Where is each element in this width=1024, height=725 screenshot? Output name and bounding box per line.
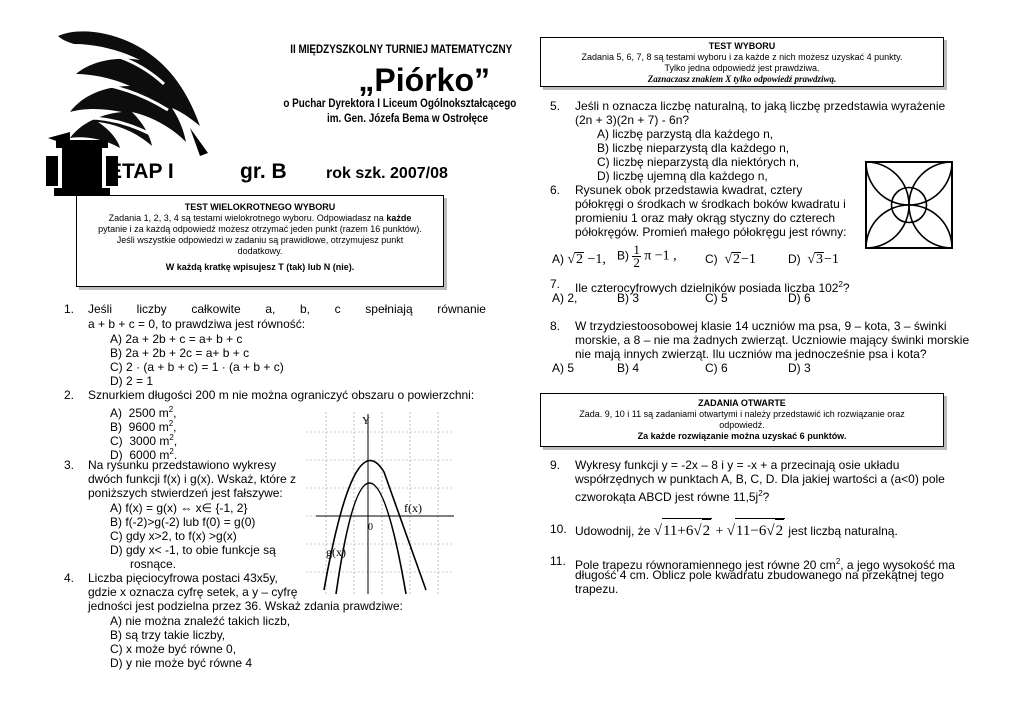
q1-option-a: A) 2a + 2b + c = a+ b + c [110, 332, 243, 346]
q11-line1: Pole trapezu równoramiennego jest równe 20 $cm^2$, a jego wysokość ma [575, 557, 955, 572]
q2-option-c: C) 3000 $m^2$, [110, 433, 178, 448]
q7-number: 7. [550, 277, 561, 291]
q4-option-a: A) nie można znaleźć takich liczb, [110, 614, 291, 628]
school-year: rok szk. 2007/08 [326, 165, 448, 182]
q1-option-b: B) 2a + 2b + 2c = a+ b + c [110, 346, 250, 360]
q5-option-b: B) liczbę nieparzystą dla każdego n, [597, 141, 790, 155]
single-choice-instructions-box [540, 37, 944, 87]
function-graph [306, 412, 454, 594]
q3-option-d: D) gdy x< -1, to obie funkcje są [110, 543, 276, 557]
group-label: gr. B [240, 160, 287, 183]
q8-line1: W trzydziestoosobowej klasie 14 uczniów ma psa, 9 – kota, 3 – świnki [575, 319, 947, 333]
box-line: dodatkowy. [237, 246, 283, 256]
q10-number: 10. [550, 522, 567, 536]
q4-option-b: B) są trzy takie liczby, [110, 628, 226, 642]
q3-option-d-cont: rosnące. [130, 557, 177, 571]
q4-option-d: D) y nie może być równe 4 [110, 656, 253, 670]
q3-line2: dwóch funkcji f(x) i g(x). Wskaż, które z [88, 472, 297, 486]
box-instruction: W każdą kratkę wpisujesz T (tak) lub N (nie). [165, 262, 355, 272]
q8-line3: nie mają innych zwierząt. Ilu uczniów ma jednocześnie psa i kota? [575, 347, 927, 361]
q6-line2: półokręgi o środkach w środkach boków kwadratu i [575, 197, 846, 211]
q5-line1: Jeśli n oznacza liczbę naturalną, to jaką liczbę przedstawia wyrażenie [575, 99, 946, 113]
q6-option-b: B) $\frac{1}{2}$ π −1 , [617, 242, 677, 270]
q8-option-d: D) 3 [788, 361, 811, 375]
box-line: pytanie i za każdą odpowiedź możesz otrzymać jeden punkt (razem 16 punktów). [98, 224, 422, 234]
q1-line1: Jeśli liczby całkowite a, b, c spełniają równanie [88, 302, 486, 316]
q4-line2: gdzie x oznacza cyfrę setek, a y – cyfrę [88, 585, 298, 599]
q3-line1: Na rysunku przedstawiono wykresy [88, 458, 277, 472]
q11-number: 11. [550, 554, 566, 568]
box-line: Zada. 9, 10 i 11 są zadaniami otwartymi i należy przedstawić ich rozwiązanie oraz [579, 409, 905, 419]
q3-number: 3. [64, 458, 75, 472]
q2-text: Sznurkiem długości 200 m nie można ograniczyć obszaru o powierzchni: [88, 388, 475, 402]
box-title: TEST WIELOKROTNEGO WYBORU [184, 202, 336, 212]
g-label: g(x) [326, 545, 346, 559]
q3-line3: poniższych stwierdzeń jest fałszywe: [88, 486, 283, 500]
q7-option-a: A) 2, [552, 291, 578, 305]
y-axis-label: Y [362, 415, 370, 427]
q7-option-b: B) 3 [617, 291, 640, 305]
q4-option-c: C) x może być równe 0, [110, 642, 237, 656]
multi-choice-instructions-box [76, 195, 444, 287]
q7-option-d: D) 6 [788, 291, 811, 305]
box-line: Zadania 5, 6, 7, 8 są testami wyboru i za każde z nich możesz uzyskać 4 punkty. [581, 52, 903, 62]
q9-line3: czworokąta ABCD jest równe $11,5j^2$? [575, 489, 770, 504]
box-title: TEST WYBORU [708, 41, 776, 51]
q9-line2: współrzędnych w punktach A, B, C, D. Dla jakiej wartości a (a<0) pole [575, 472, 945, 486]
box-line: odpowiedź. [719, 420, 765, 430]
q2-option-a: A) 2500 $m^2$, [110, 405, 177, 420]
q5-option-c: C) liczbę nieparzystą dla niektórych n, [597, 155, 800, 169]
q6-option-d: D) √3−1 [788, 252, 839, 267]
q6-line1: Rysunek obok przedstawia kwadrat, cztery [575, 183, 803, 197]
q8-line2: morskie, a 8 – nie ma żadnych zwierząt. Uczniowie mający świnki morskie [575, 333, 970, 347]
box-title: ZADANIA OTWARTE [698, 398, 786, 408]
q5-option-a: A) liczbę parzystą dla każdego n, [597, 127, 774, 141]
q4-number: 4. [64, 571, 75, 585]
q2-option-d: D) 6000 $m^2$. [110, 447, 178, 462]
q3-option-b: B) f(-2)>g(-2) lub f(0) = g(0) [110, 515, 256, 529]
q1-option-c: C) 2 · (a + b + c) = 1 · (a + b + c) [110, 360, 284, 374]
q2-option-b: B) 9600 $m^2$, [110, 419, 177, 434]
q6-line4: półokręgów. Promień małego półokręgu jest równy: [575, 225, 847, 239]
q11-line3: trapezu. [575, 582, 619, 596]
prize-line-1: o Puchar Dyrektora I Liceum Ogólnokształcącego [283, 98, 517, 110]
f-label: f(x) [404, 501, 422, 515]
q8-number: 8. [550, 319, 561, 333]
q4-line1: Liczba pięciocyfrowa postaci 43x5y, [88, 571, 278, 585]
q6-option-a: A) √2 −1, [552, 252, 606, 267]
q9-line1: Wykresy funkcji y = -2x – 8 i y = -x + a przecinają osie układu [575, 458, 900, 472]
box-line: Zadania 1, 2, 3, 4 są testami wielokrotnego wyboru. Odpowiadasz na każde [108, 213, 412, 223]
square-semicircles-figure [864, 160, 954, 250]
q1-option-d: D) 2 = 1 [110, 374, 154, 388]
stage-label: ETAP I [108, 160, 174, 183]
box-instruction: Zaznaczasz znakiem X tylko odpowiedź prawdziwą. [647, 74, 837, 84]
q2-number: 2. [64, 388, 75, 402]
origin-label: 0 [368, 522, 373, 533]
tournament-name: II MIĘDZYSZKOLNY TURNIEJ MATEMATYCZNY [290, 44, 513, 56]
q4-line3: jedności jest podzielna przez 36. Wskaż zdania prawdziwe: [88, 599, 403, 613]
q8-option-c: C) 6 [705, 361, 728, 375]
box-instruction: Za każde rozwiązanie można uzyskać 6 punktów. [637, 431, 847, 441]
box-line: Tylko jedna odpowiedź jest prawdziwa. [664, 63, 820, 73]
prize-line-2: im. Gen. Józefa Bema w Ostrołęce [326, 113, 488, 125]
q5-line2: (2n + 3)(2n + 7) - 6n? [575, 113, 690, 127]
q7-option-c: C) 5 [705, 291, 728, 305]
q3-option-c: C) gdy x>2, to f(x) >g(x) [110, 529, 237, 543]
q6-line3: promieniu 1 oraz mały okrąg styczny do czterech [575, 211, 836, 225]
q7-text: Ile czterocyfrowych dzielników posiada liczba $102^2$? [575, 280, 850, 295]
q8-option-b: B) 4 [617, 361, 640, 375]
q1-line2: a + b + c = 0, to prawdziwa jest równość: [88, 317, 306, 331]
box-line: Jeśli wszystkie odpowiedzi w zadaniu są prawidłowe, otrzymujesz punkt [116, 235, 404, 245]
q1-number: 1. [64, 302, 75, 316]
q5-number: 5. [550, 99, 561, 113]
page-title: „Piórko” [358, 62, 490, 98]
f-curve [336, 483, 406, 594]
q11-line2: długość 4 cm. Oblicz pole kwadratu zbudowanego na przekątnej tego [575, 568, 944, 582]
q10-text: Udowodnij, że √11+6√2 + √11−6√2 jest liczbą naturalną. [575, 518, 898, 543]
q8-option-a: A) 5 [552, 361, 575, 375]
q6-option-c: C) √2−1 [705, 252, 756, 267]
q6-number: 6. [550, 183, 561, 197]
q5-option-d: D) liczbę ujemną dla każdego n, [597, 169, 768, 183]
q9-number: 9. [550, 458, 561, 472]
open-questions-box [540, 393, 944, 447]
q3-option-a: A) f(x) = g(x) ⇔ x∈ {-1, 2} [110, 501, 248, 515]
